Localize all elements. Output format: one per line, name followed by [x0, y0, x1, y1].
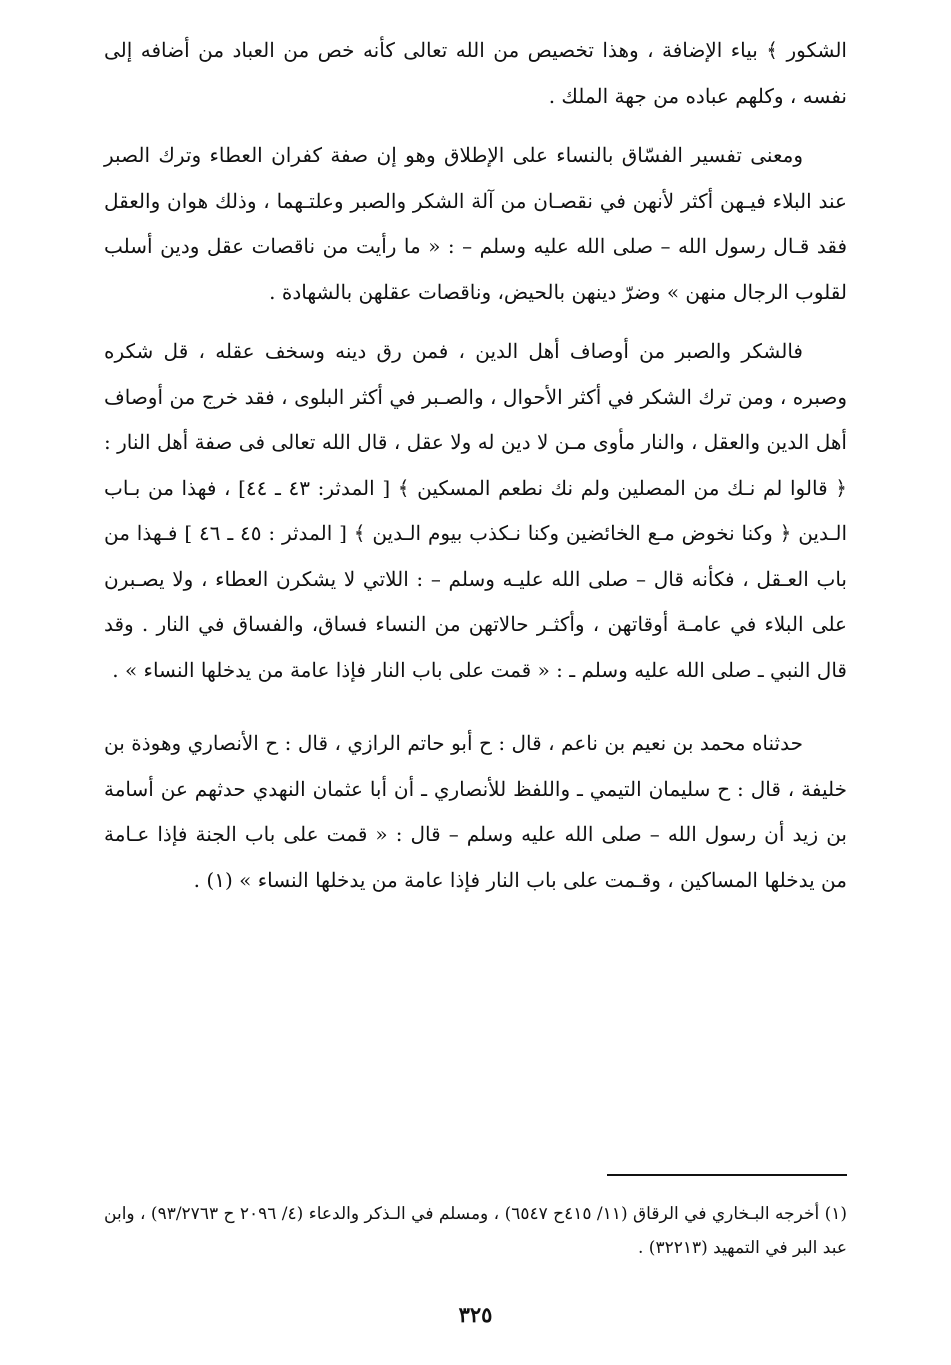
paragraph-1: الشكور ﴾ بياء الإضافة ، وهذا تخصيص من الله تعالى كأنه خص من العباد من أضافه إلى نفسه ، وكلهم عباده من جهة الملك . — [104, 38, 847, 108]
paragraph-2: ومعنى تفسير الفسّاق بالنساء على الإطلاق وهو إن صفة كفران العطاء وترك الصبر عند البلاء فيـهن أكثر لأنهن في نقصـان من آلة الشكر والصبر وعلتـهما ، وذلك هوان والعقل فقد قـال رسول الله – صلى الله عليه وسلم – : « ما رأيت من ناقصات عقل ودين أسلب لقلوب الرجال منهن » وضرّ دينهن بالحيض، وناقصات عقلهن بالشهادة . — [104, 143, 847, 304]
paragraph-3: فالشكر والصبر من أوصاف أهل الدين ، فمن رق دينه وسخف عقله ، قل شكره وصبره ، ومن ترك الشكر في أكثر الأحوال ، والصـبر في أكثر البلوى ، فقد خرج من أوصاف أهل الدين والعقل ، والنار مأوى مـن لا دين له ولا عقل ، قال الله تعالى فى صفة أهل النار : ﴿ قالوا لم نـك من المصلين ولم نك نطعم المسكين ﴾ [ المدثر: ٤٣ ـ ٤٤] ، فهذا من بـاب الـدين ﴿ وكنا نخوض مـع الخائضين وكنا نـكذب بيوم الـدين ﴾ [ المدثر : ٤٥ ـ ٤٦ ] فـهذا من باب العـقل ، فكأنه قال – صلى الله عليـه وسلم – : اللاتي لا يشكرن العطاء ، ولا يصـبرن على البلاء في عامـة أوقاتهن ، وأكثـر حالاتهن من النساء فساق، والفساق في النار . وقد قال النبي ـ صلى الله عليه وسلم ـ : « قمت على باب النار فإذا عامة من يدخلها النساء » . — [104, 339, 848, 682]
page-number: ٣٢٥ — [458, 1302, 493, 1327]
main-text — [104, 28, 847, 903]
paragraph-4: حدثناه محمد بن نعيم بن ناعم ، قال : ح أبو حاتم الرازي ، قال : ح الأنصاري وهوذة بن خليفة ، قال : ح سليمان التيمي ـ واللفظ للأنصاري ـ أن أبا عثمان النهدي حدثهم عن أسامة بن زيد أن رسول الله – صلى الله عليه وسلم – قال : « قمت على باب الجنة فإذا عـامة من يدخلها المساكين ، وقـمت على باب النار فإذا عامة من يدخلها النساء » (١) . — [104, 731, 847, 892]
footnote-separator — [607, 1174, 847, 1176]
footnote: (١) أخرجه البـخاري في الرقاق (١١/ ٤١٥ح ٦٥٤٧) ، ومسلم في الـذكر والدعاء (٤/ ٢٠٩٦ ح ٩٣/٢٧٦٣) ، وابن عبد البر في التمهيد (٣٢٢١٣) . — [104, 1204, 847, 1258]
